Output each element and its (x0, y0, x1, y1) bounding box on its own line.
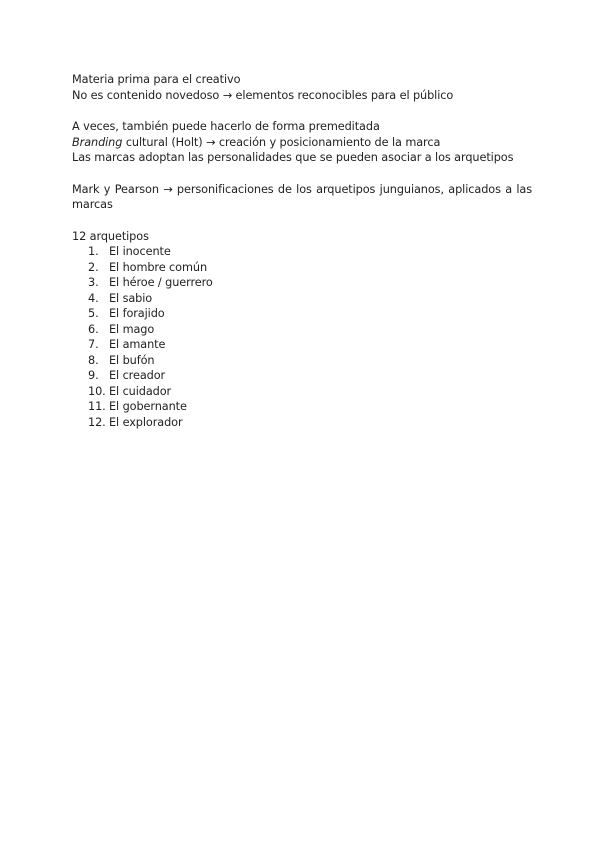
list-item-label: El hombre común (109, 260, 207, 274)
list-item-label: El gobernante (109, 400, 187, 413)
list-item-number: 8. (88, 353, 99, 367)
list-item-number: 2. (88, 260, 99, 274)
spacer (72, 213, 532, 229)
paragraph1-line1: Materia prima para el creativo (72, 73, 241, 86)
list-item-number: 3. (88, 276, 99, 289)
spacer (72, 103, 532, 119)
paragraph2-line2 (72, 135, 532, 151)
list-item-number: 5. (88, 307, 99, 320)
list-item-number: 9. (88, 369, 99, 382)
list-item-label: El explorador (109, 415, 183, 429)
list-item-number: 6. (88, 322, 99, 336)
paragraph2-line3: Las marcas adoptan las personalidades que se pueden asociar a los arquetipos (72, 151, 514, 164)
archetypes-list (72, 244, 532, 430)
list-item-label: El creador (109, 369, 166, 382)
list-item-label: El cuidador (109, 384, 172, 398)
list-item-number: 12. (88, 415, 106, 429)
paragraph1-line2: No es contenido novedoso → elementos reconocibles para el público (72, 88, 454, 102)
list-item (72, 260, 532, 276)
document-page (72, 72, 532, 430)
list-item (72, 368, 532, 384)
list-item-number: 11. (88, 400, 106, 413)
archetypes-heading: 12 arquetipos (72, 229, 149, 243)
list-item-label: El sabio (109, 291, 153, 305)
list-item (72, 275, 532, 291)
list-item (72, 306, 532, 322)
list-item-label: El forajido (109, 307, 165, 320)
list-item-number: 7. (88, 338, 99, 351)
paragraph3-text: Mark y Pearson → personificaciones de los arquetipos junguianos, aplicados a las marcas (72, 182, 532, 211)
paragraph2-line1: A veces, también puede hacerlo de forma premeditada (72, 120, 380, 133)
list-item-number: 10. (88, 384, 106, 398)
list-item-label: El bufón (109, 353, 155, 367)
list-item-label: El inocente (109, 245, 171, 258)
list-item (72, 415, 532, 431)
list-item (72, 291, 532, 307)
list-item-label: El héroe / guerrero (109, 276, 213, 289)
list-item (72, 399, 532, 415)
list-item (72, 384, 532, 400)
list-item-number: 1. (88, 245, 99, 258)
list-item (72, 353, 532, 369)
spacer (72, 166, 532, 182)
paragraph2-line2-rest: cultural (Holt) → creación y posicionamiento de la marca (122, 135, 441, 149)
list-item-label: El mago (109, 322, 155, 336)
list-item (72, 244, 532, 260)
list-item (72, 337, 532, 353)
branding-italic-term: Branding (72, 135, 123, 149)
list-item-number: 4. (88, 291, 99, 305)
list-item (72, 322, 532, 338)
list-item-label: El amante (109, 338, 166, 351)
